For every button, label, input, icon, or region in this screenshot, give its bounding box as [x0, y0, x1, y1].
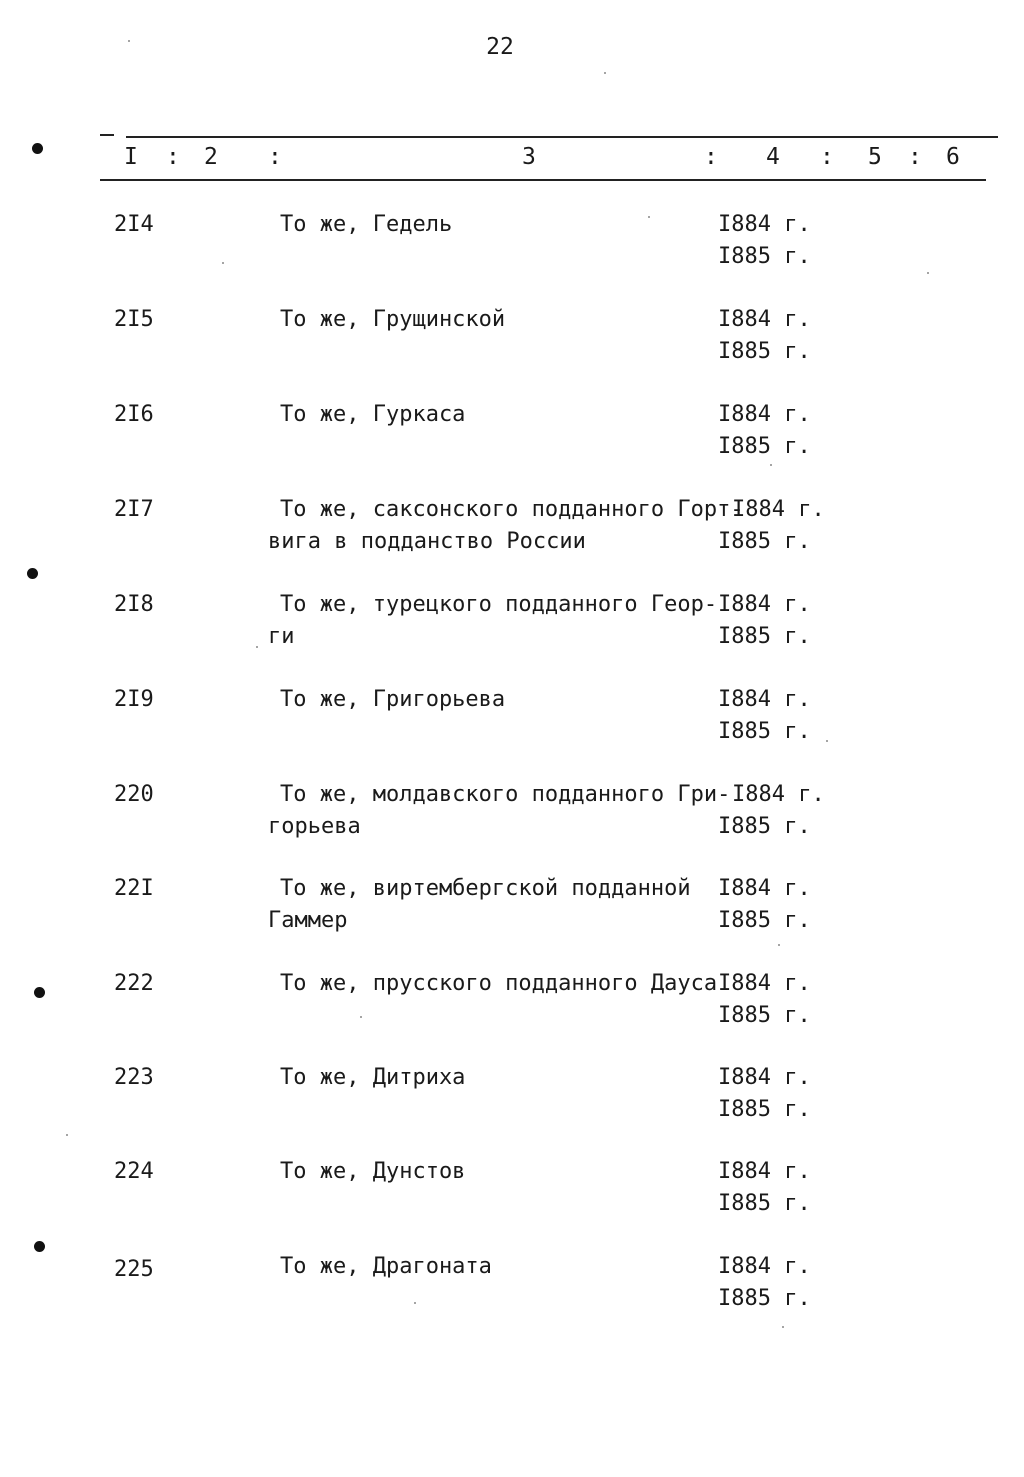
entry-number: 2I7: [114, 497, 154, 522]
entry-description: То же, прусского подданного Дауса: [280, 971, 718, 996]
entry-row: [0, 307, 1024, 371]
scan-speck: [778, 944, 780, 946]
entry-number: 2I5: [114, 307, 154, 332]
entry-row: [0, 1065, 1024, 1129]
entry-year-start: I884 г.: [718, 1065, 811, 1090]
entry-year-start: I884 г.: [732, 497, 825, 522]
entry-year-start: I884 г.: [718, 971, 811, 996]
punch-hole: [34, 987, 45, 998]
scan-speck: [826, 740, 828, 742]
entry-number: 224: [114, 1159, 154, 1184]
scan-speck: [66, 1134, 68, 1136]
entry-description: То же, Грущинской: [280, 307, 506, 332]
entry-description: То же, молдавского подданного Гри-: [280, 782, 731, 807]
scan-speck: [128, 40, 130, 42]
scan-speck: [360, 1016, 362, 1018]
column-header-separator: :: [820, 144, 834, 170]
entry-year-end: I885 г.: [718, 1097, 811, 1122]
punch-hole: [27, 568, 38, 579]
entry-number: 222: [114, 971, 154, 996]
entry-year-end: I885 г.: [718, 1003, 811, 1028]
entry-year-end: I885 г.: [718, 339, 811, 364]
entry-year-end: I885 г.: [718, 244, 811, 269]
entry-year-start: I884 г.: [718, 592, 811, 617]
entry-year-end: I885 г.: [718, 814, 811, 839]
entry-number: 2I9: [114, 687, 154, 712]
column-header-separator: :: [704, 144, 718, 170]
column-header-separator: :: [908, 144, 922, 170]
column-header-3: 3: [522, 144, 536, 170]
entry-description: То же, Гуркаса: [280, 402, 466, 427]
entry-year-end: I885 г.: [718, 624, 811, 649]
entry-number: 2I8: [114, 592, 154, 617]
entry-number: 22I: [114, 876, 154, 901]
entry-row: [0, 971, 1024, 1035]
entry-description: То же, Дитриха: [280, 1065, 466, 1090]
entry-year-start: I884 г.: [718, 212, 811, 237]
scan-speck: [256, 646, 258, 648]
scan-speck: [927, 272, 929, 274]
entry-description: То же, турецкого подданного Геор-: [280, 592, 718, 617]
entry-year-end: I885 г.: [718, 908, 811, 933]
column-header-separator: :: [268, 144, 282, 170]
entry-year-end: I885 г.: [718, 1286, 811, 1311]
entry-year-end: I885 г.: [718, 719, 811, 744]
entry-number: 220: [114, 782, 154, 807]
page-number: 22: [486, 34, 514, 60]
header-bottom-rule: [100, 179, 986, 181]
entry-row: [0, 1254, 1024, 1318]
header-rule-stub: [100, 134, 114, 136]
entry-description-continued: вига в подданство России: [268, 529, 586, 554]
entry-year-start: I884 г.: [718, 1159, 811, 1184]
entry-row: [0, 402, 1024, 466]
entry-description: То же, Дунстов: [280, 1159, 466, 1184]
scan-speck: [648, 216, 650, 218]
entry-year-start: I884 г.: [718, 307, 811, 332]
scan-speck: [414, 1302, 416, 1304]
entry-number: 2I6: [114, 402, 154, 427]
entry-year-end: I885 г.: [718, 434, 811, 459]
entry-description-continued: ги: [268, 624, 295, 649]
entry-description: То же, Григорьева: [280, 687, 506, 712]
column-header-6: 6: [946, 144, 960, 170]
entry-description-continued: горьева: [268, 814, 361, 839]
entry-year-start: I884 г.: [718, 1254, 811, 1279]
entry-year-start: I884 г.: [718, 687, 811, 712]
entry-description: То же, Гедель: [280, 212, 453, 237]
entry-description: То же, Драгоната: [280, 1254, 492, 1279]
entry-row: [0, 497, 1024, 561]
scan-speck: [604, 72, 606, 74]
entry-row: [0, 592, 1024, 656]
column-header-4: 4: [766, 144, 780, 170]
entry-number: 2I4: [114, 212, 154, 237]
entry-year-start: I884 г.: [732, 782, 825, 807]
entry-number: 225: [114, 1257, 154, 1282]
scan-speck: [770, 464, 772, 466]
scan-speck: [782, 1326, 784, 1328]
entry-row: [0, 687, 1024, 751]
entry-row: [0, 212, 1024, 276]
entry-row: [0, 876, 1024, 940]
entry-number: 223: [114, 1065, 154, 1090]
column-header-5: 5: [868, 144, 882, 170]
entry-row: [0, 782, 1024, 846]
scan-speck: [222, 262, 224, 264]
entry-year-start: I884 г.: [718, 876, 811, 901]
punch-hole: [34, 1241, 45, 1252]
column-header-separator: :: [166, 144, 180, 170]
entry-year-end: I885 г.: [718, 1191, 811, 1216]
entry-description-continued: Гаммер: [268, 908, 348, 933]
entry-description: То же, саксонского подданного Горт-: [280, 497, 744, 522]
entry-year-start: I884 г.: [718, 402, 811, 427]
header-top-rule: [126, 136, 998, 138]
entry-description: То же, виртембергской подданной: [280, 876, 691, 901]
entry-year-end: I885 г.: [718, 529, 811, 554]
entry-row: [0, 1159, 1024, 1223]
column-header-1: I: [124, 144, 138, 170]
column-header-2: 2: [204, 144, 218, 170]
punch-hole: [32, 143, 43, 154]
